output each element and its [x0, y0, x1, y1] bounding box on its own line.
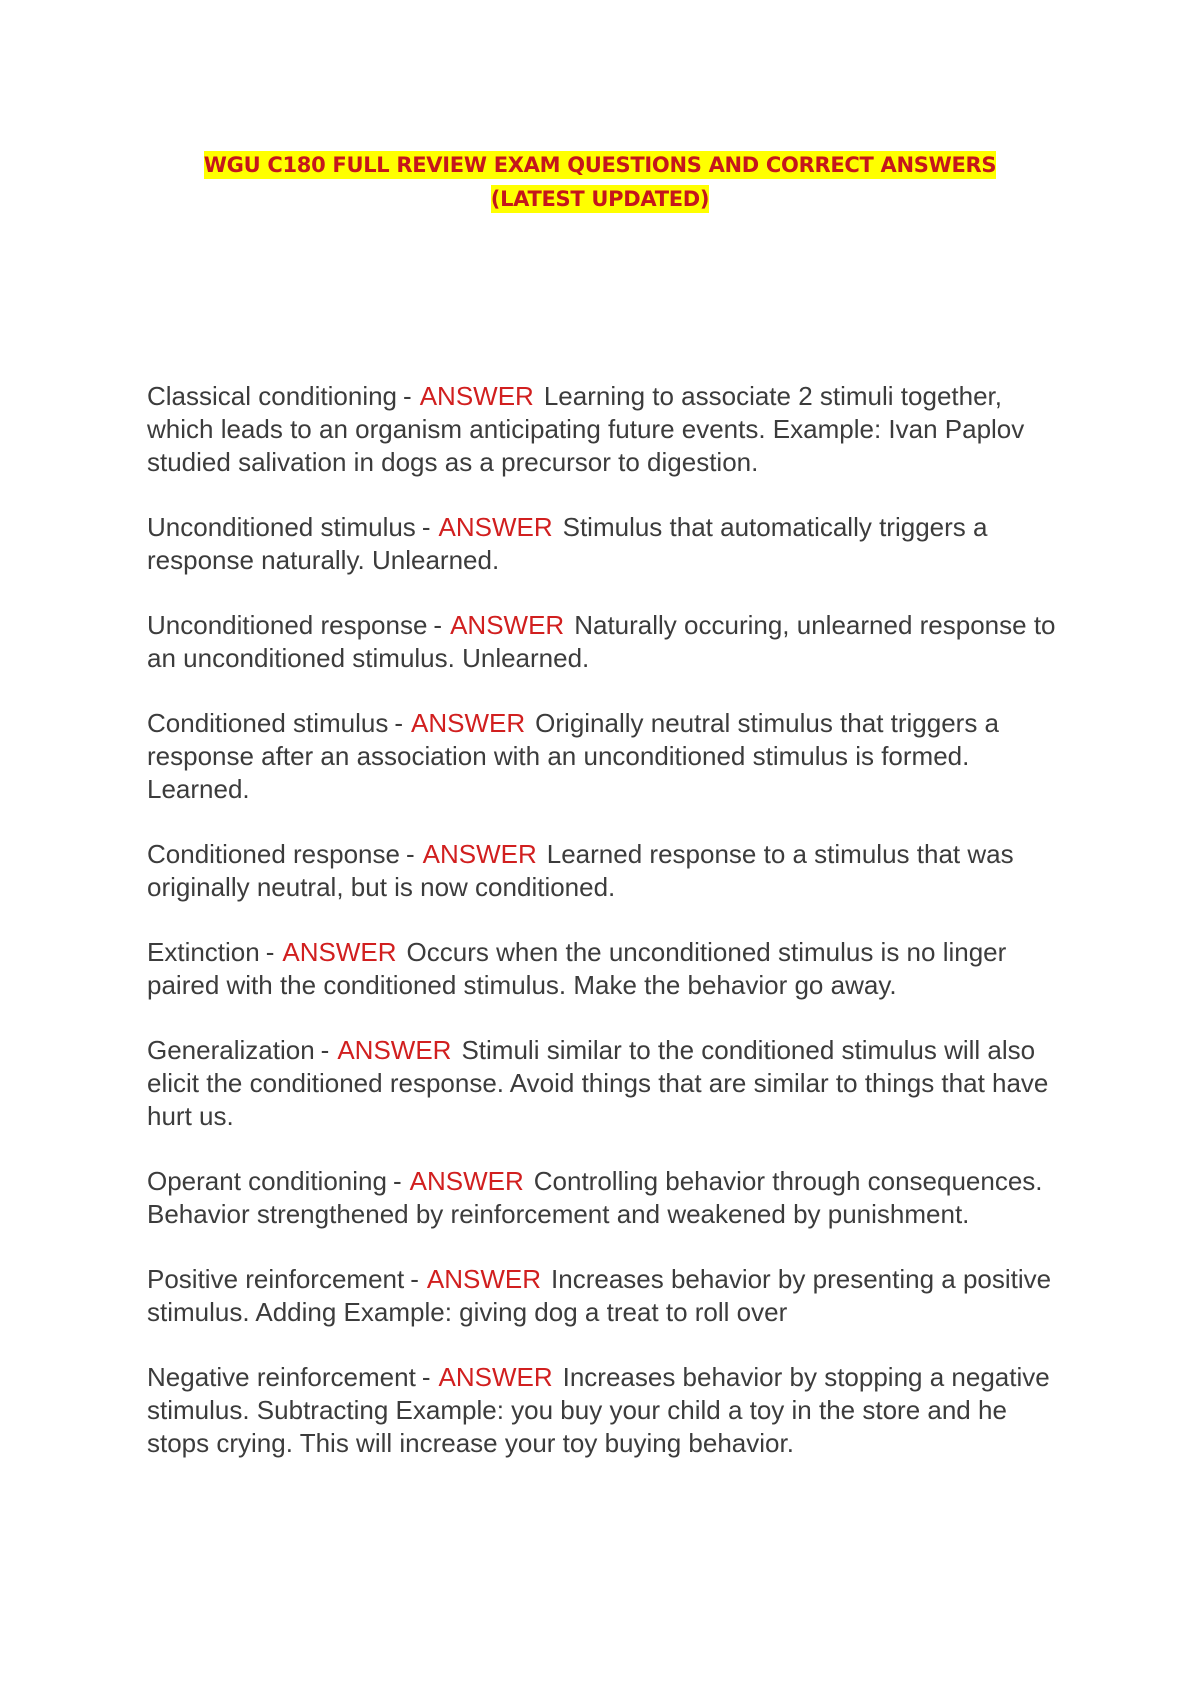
qa-term: Operant conditioning: [147, 1166, 387, 1196]
qa-term: Extinction: [147, 937, 260, 967]
qa-separator: -: [320, 1035, 330, 1065]
qa-answer: Stimulus that automatically triggers a response naturally. Unlearned.: [147, 512, 988, 575]
qa-term: Conditioned stimulus: [147, 708, 389, 738]
qa-separator: -: [403, 381, 412, 411]
qa-answer: Increases behavior by presenting a positive stimulus. Adding Example: giving dog a treat to roll over: [147, 1264, 1052, 1327]
qa-answer: Learned response to a stimulus that was originally neutral, but is now conditioned.: [147, 839, 1014, 902]
qa-answer: Occurs when the unconditioned stimulus is no linger paired with the conditioned stimulus. Make the behavior go away.: [147, 937, 1007, 1000]
answer-label: ANSWER: [438, 512, 553, 542]
qa-separator: -: [405, 839, 415, 869]
answer-label: ANSWER: [411, 708, 526, 738]
qa-term: Negative reinforcement: [147, 1362, 416, 1392]
qa-item: [147, 707, 1067, 806]
answer-label: ANSWER: [282, 937, 397, 967]
qa-answer: Controlling behavior through consequences. Behavior strengthened by reinforcement and weakened by punishment.: [147, 1166, 1043, 1229]
answer-label: ANSWER: [419, 381, 534, 411]
qa-term: Unconditioned stimulus: [147, 512, 416, 542]
document-title: [120, 148, 1080, 216]
qa-item: [147, 1034, 1067, 1133]
qa-separator: -: [421, 512, 431, 542]
qa-separator: -: [394, 708, 404, 738]
answer-label: ANSWER: [450, 610, 565, 640]
qa-term: Conditioned response: [147, 839, 400, 869]
qa-item: [147, 609, 1067, 675]
qa-item: [147, 1165, 1067, 1231]
qa-item: [147, 838, 1067, 904]
qa-item: [147, 380, 1067, 479]
qa-item: [147, 936, 1067, 1002]
qa-item: [147, 1263, 1067, 1329]
answer-label: ANSWER: [337, 1035, 452, 1065]
qa-answer: Originally neutral stimulus that triggers a response after an association with an unconditioned stimulus is formed. Learned.: [147, 708, 1000, 804]
answer-label: ANSWER: [426, 1264, 542, 1294]
answer-label: ANSWER: [422, 839, 537, 869]
qa-separator: -: [392, 1166, 402, 1196]
qa-separator: -: [410, 1264, 419, 1294]
qa-item: [147, 511, 1067, 577]
qa-answer: Increases behavior by stopping a negative stimulus. Subtracting Example: you buy your child a toy in the store and he stops crying. This will increase your toy buying behavior.: [147, 1362, 1050, 1458]
qa-term: Generalization: [147, 1035, 315, 1065]
answer-label: ANSWER: [409, 1166, 524, 1196]
qa-separator: -: [433, 610, 443, 640]
qa-answer: Stimuli similar to the conditioned stimulus will also elicit the conditioned response. Avoid things that are similar to things that have hurt us.: [147, 1035, 1049, 1131]
qa-list: [147, 380, 1067, 1492]
title-line-2: (LATEST UPDATED): [490, 187, 710, 211]
qa-term: Classical conditioning: [147, 381, 398, 411]
title-line-1: WGU C180 FULL REVIEW EXAM QUESTIONS AND CORRECT ANSWERS: [203, 153, 997, 177]
qa-term: Unconditioned response: [147, 610, 428, 640]
qa-answer: Naturally occuring, unlearned response to an unconditioned stimulus. Unlearned.: [147, 610, 1056, 673]
answer-label: ANSWER: [438, 1362, 553, 1392]
qa-term: Positive reinforcement: [147, 1264, 405, 1294]
qa-separator: -: [265, 937, 275, 967]
qa-separator: -: [421, 1362, 431, 1392]
qa-answer: Learning to associate 2 stimuli together, which leads to an organism anticipating future events. Example: Ivan Paplov studied salivation in dogs as a precursor to digestion.: [147, 381, 1025, 477]
qa-item: [147, 1361, 1067, 1460]
